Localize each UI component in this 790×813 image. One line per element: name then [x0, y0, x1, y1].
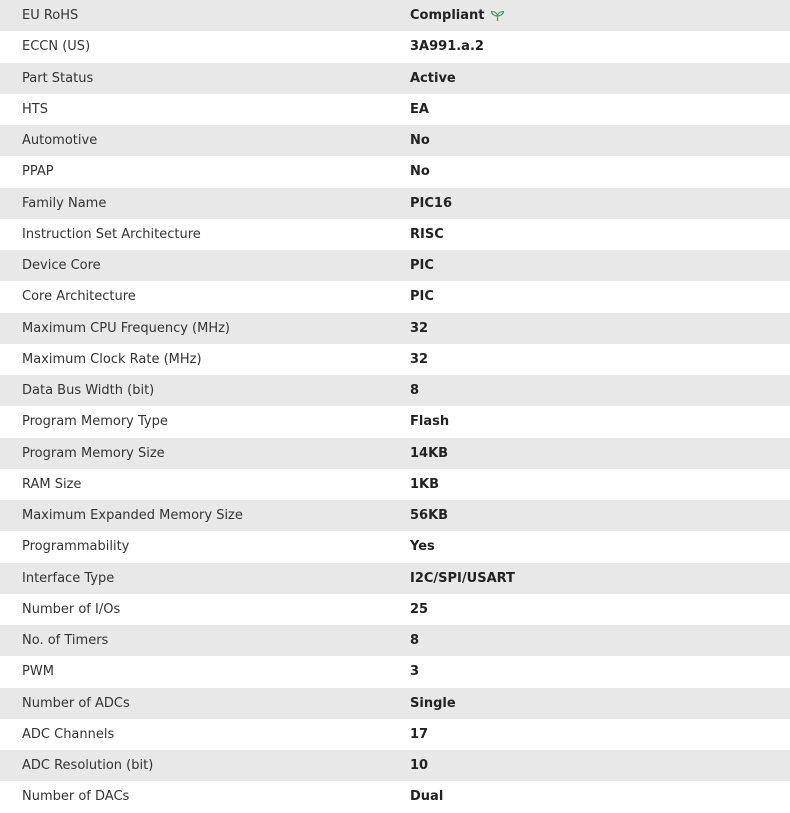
spec-label: Maximum Expanded Memory Size	[22, 508, 243, 524]
table-row	[0, 375, 790, 406]
spec-value-text: No	[410, 164, 430, 180]
spec-label: Number of I/Os	[22, 601, 121, 617]
spec-label: Instruction Set Architecture	[22, 226, 201, 242]
spec-value	[410, 688, 790, 719]
spec-value	[410, 31, 790, 62]
spec-value	[410, 563, 790, 594]
spec-value	[410, 344, 790, 375]
spec-value-text: 10	[410, 758, 429, 774]
table-row	[0, 156, 790, 187]
spec-value-text: 17	[410, 726, 429, 742]
spec-value-text: Active	[410, 70, 456, 86]
spec-label: Interface Type	[22, 570, 115, 586]
spec-value	[410, 406, 790, 437]
spec-value	[410, 500, 790, 531]
spec-label: Part Status	[22, 70, 94, 86]
spec-value	[410, 531, 790, 562]
spec-label: Family Name	[22, 195, 107, 211]
spec-value	[410, 719, 790, 750]
spec-value-text: No	[410, 133, 430, 149]
spec-value	[410, 219, 790, 250]
table-row	[0, 563, 790, 594]
table-row	[0, 344, 790, 375]
spec-label: Number of ADCs	[22, 695, 130, 711]
table-row	[0, 438, 790, 469]
table-row	[0, 281, 790, 312]
spec-value-text: 8	[410, 383, 420, 399]
table-row	[0, 781, 790, 812]
spec-label: ADC Resolution (bit)	[22, 758, 154, 774]
spec-value-text: PIC16	[410, 195, 452, 211]
spec-value-text: 32	[410, 351, 429, 367]
spec-value	[410, 781, 790, 812]
spec-label: ADC Channels	[22, 726, 115, 742]
spec-label: Data Bus Width (bit)	[22, 383, 155, 399]
spec-value-text: Dual	[410, 789, 444, 805]
table-row	[0, 406, 790, 437]
spec-value	[410, 250, 790, 281]
spec-value	[410, 375, 790, 406]
spec-value	[410, 188, 790, 219]
spec-label: Automotive	[22, 133, 98, 149]
spec-value-text: Yes	[410, 539, 435, 555]
spec-value-text: 56KB	[410, 508, 449, 524]
spec-label: Device Core	[22, 258, 101, 274]
spec-value-text: 14KB	[410, 445, 449, 461]
spec-value	[410, 594, 790, 625]
spec-label: No. of Timers	[22, 633, 109, 649]
spec-value-text: 1KB	[410, 476, 440, 492]
spec-label: RAM Size	[22, 476, 82, 492]
table-row	[0, 719, 790, 750]
spec-value	[410, 281, 790, 312]
table-row	[0, 63, 790, 94]
spec-value-text: RISC	[410, 226, 444, 242]
spec-label: Programmability	[22, 539, 130, 555]
table-row	[0, 625, 790, 656]
spec-value-text: Compliant	[410, 8, 485, 24]
table-row	[0, 688, 790, 719]
spec-label: Core Architecture	[22, 289, 136, 305]
table-row	[0, 219, 790, 250]
spec-label: HTS	[22, 101, 48, 117]
table-row	[0, 94, 790, 125]
spec-label: Maximum CPU Frequency (MHz)	[22, 320, 230, 336]
table-row	[0, 750, 790, 781]
spec-value-text: 8	[410, 633, 420, 649]
table-row	[0, 31, 790, 62]
spec-value-text: 32	[410, 320, 429, 336]
spec-label: Program Memory Type	[22, 414, 168, 430]
table-row	[0, 188, 790, 219]
spec-label: EU RoHS	[22, 8, 79, 24]
spec-value-text: 3	[410, 664, 420, 680]
spec-label: PWM	[22, 664, 54, 680]
table-row	[0, 594, 790, 625]
table-row	[0, 313, 790, 344]
spec-label: Program Memory Size	[22, 445, 165, 461]
table-row	[0, 125, 790, 156]
spec-value-text: 3A991.a.2	[410, 39, 484, 55]
table-row	[0, 469, 790, 500]
spec-value	[410, 0, 790, 31]
spec-value	[410, 125, 790, 156]
spec-value	[410, 469, 790, 500]
spec-label: PPAP	[22, 164, 54, 180]
spec-label: ECCN (US)	[22, 39, 91, 55]
spec-value-text: Single	[410, 695, 456, 711]
table-row	[0, 656, 790, 687]
spec-value-text: EA	[410, 101, 429, 117]
spec-label: Number of DACs	[22, 789, 130, 805]
spec-value-text: PIC	[410, 258, 434, 274]
table-row	[0, 531, 790, 562]
spec-value	[410, 94, 790, 125]
spec-value	[410, 625, 790, 656]
spec-value	[410, 750, 790, 781]
spec-value	[410, 313, 790, 344]
spec-value	[410, 656, 790, 687]
spec-value	[410, 156, 790, 187]
spec-value-text: Flash	[410, 414, 450, 430]
spec-value-text: 25	[410, 601, 429, 617]
spec-value	[410, 438, 790, 469]
table-row	[0, 0, 790, 31]
leaf-icon	[490, 10, 505, 22]
spec-value	[410, 63, 790, 94]
table-row	[0, 250, 790, 281]
spec-label: Maximum Clock Rate (MHz)	[22, 351, 202, 367]
spec-value-text: PIC	[410, 289, 434, 305]
table-row	[0, 500, 790, 531]
spec-value-text: I2C/SPI/USART	[410, 570, 515, 586]
